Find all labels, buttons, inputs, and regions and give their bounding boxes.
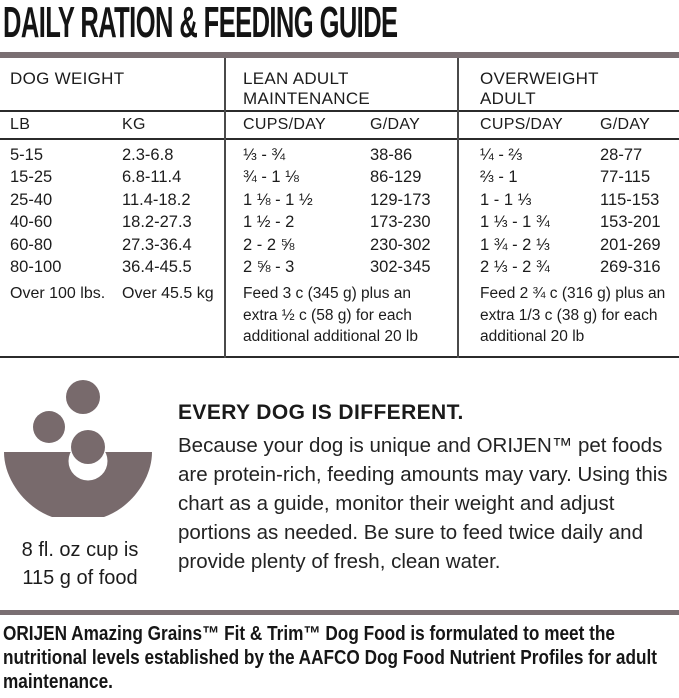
cup-size-note: [0, 536, 160, 592]
column-header-lean-cups: CUPS/DAY: [243, 116, 327, 133]
table-row: 25-40 11.4-18.2 1 ⅛ - 1 ½ 129-173 1 - 1 ⅓ 115-153: [10, 190, 660, 209]
cup-note-line1: 8 fl. oz cup is: [21, 539, 139, 561]
group-header-overweight-adult: OVERWEIGHT ADULT: [480, 69, 599, 108]
table-group-header-row: [0, 58, 679, 112]
info-body: Because your dog is unique and ORIJEN™ pet foods are protein-rich, feeding amounts may vary. Using this chart as a guide, monitor their weight and adjust portions as needed. Be sure to feed twice daily and provide plenty of fresh, clean water.: [178, 434, 668, 573]
column-divider: [457, 58, 459, 358]
column-header-overweight-grams: G/DAY: [600, 116, 651, 133]
group-header-dog-weight: DOG WEIGHT: [10, 69, 125, 88]
footer-divider: [0, 610, 679, 615]
page-title: DAILY RATION & FEEDING GUIDE: [3, 0, 398, 47]
feeding-table: [0, 52, 679, 358]
cup-note-line2: 115 g of food: [22, 567, 138, 589]
column-header-lean-grams: G/DAY: [370, 116, 421, 133]
table-row: 15-25 6.8-11.4 ¾ - 1 ⅛ 86-129 ⅔ - 1 77-115: [10, 168, 651, 187]
kibble-bowl-icon: [2, 368, 154, 520]
table-column-header-row: [0, 112, 679, 140]
info-heading: EVERY DOG IS DIFFERENT.: [178, 401, 464, 424]
column-divider: [224, 58, 226, 358]
table-row-over-100: [0, 279, 679, 358]
column-header-lb: LB: [10, 116, 31, 133]
over-100-lb: Over 100 lbs.: [10, 285, 106, 302]
aafco-footer-note: ORIJEN Amazing Grains™ Fit & Trim™ Dog Food is formulated to meet the nutritional levels established by the AAFCO Dog Food Nutrient Profiles for adult maintenance.: [3, 623, 657, 693]
table-row: 40-60 18.2-27.3 1 ½ - 2 173-230 1 ⅓ - 1 ¾ 153-201: [10, 213, 661, 232]
column-header-kg: KG: [122, 116, 146, 133]
table-row: 5-15 2.3-6.8 ⅓ - ¾ 38-86 ¼ - ⅔ 28-77: [10, 145, 643, 164]
table-row: 60-80 27.3-36.4 2 - 2 ⅝ 230-302 1 ¾ - 2 ⅓ 201-269: [10, 235, 661, 254]
overweight-adult-extra-feed-note: Feed 2 ¾ c (316 g) plus an extra 1/3 c (38 g) for each additional 20 lb: [480, 285, 666, 345]
lean-adult-extra-feed-note: Feed 3 c (345 g) plus an extra ½ c (58 g) for each additional additional 20 lb: [243, 285, 418, 345]
table-body: [0, 140, 679, 279]
column-header-overweight-cups: CUPS/DAY: [480, 116, 564, 133]
group-header-lean-adult-maintenance: LEAN ADULT MAINTENANCE: [243, 69, 371, 108]
table-row: 80-100 36.4-45.5 2 ⅝ - 3 302-345 2 ⅓ - 2 ¾ 269-316: [10, 258, 661, 277]
over-100-kg: Over 45.5 kg: [122, 285, 214, 302]
